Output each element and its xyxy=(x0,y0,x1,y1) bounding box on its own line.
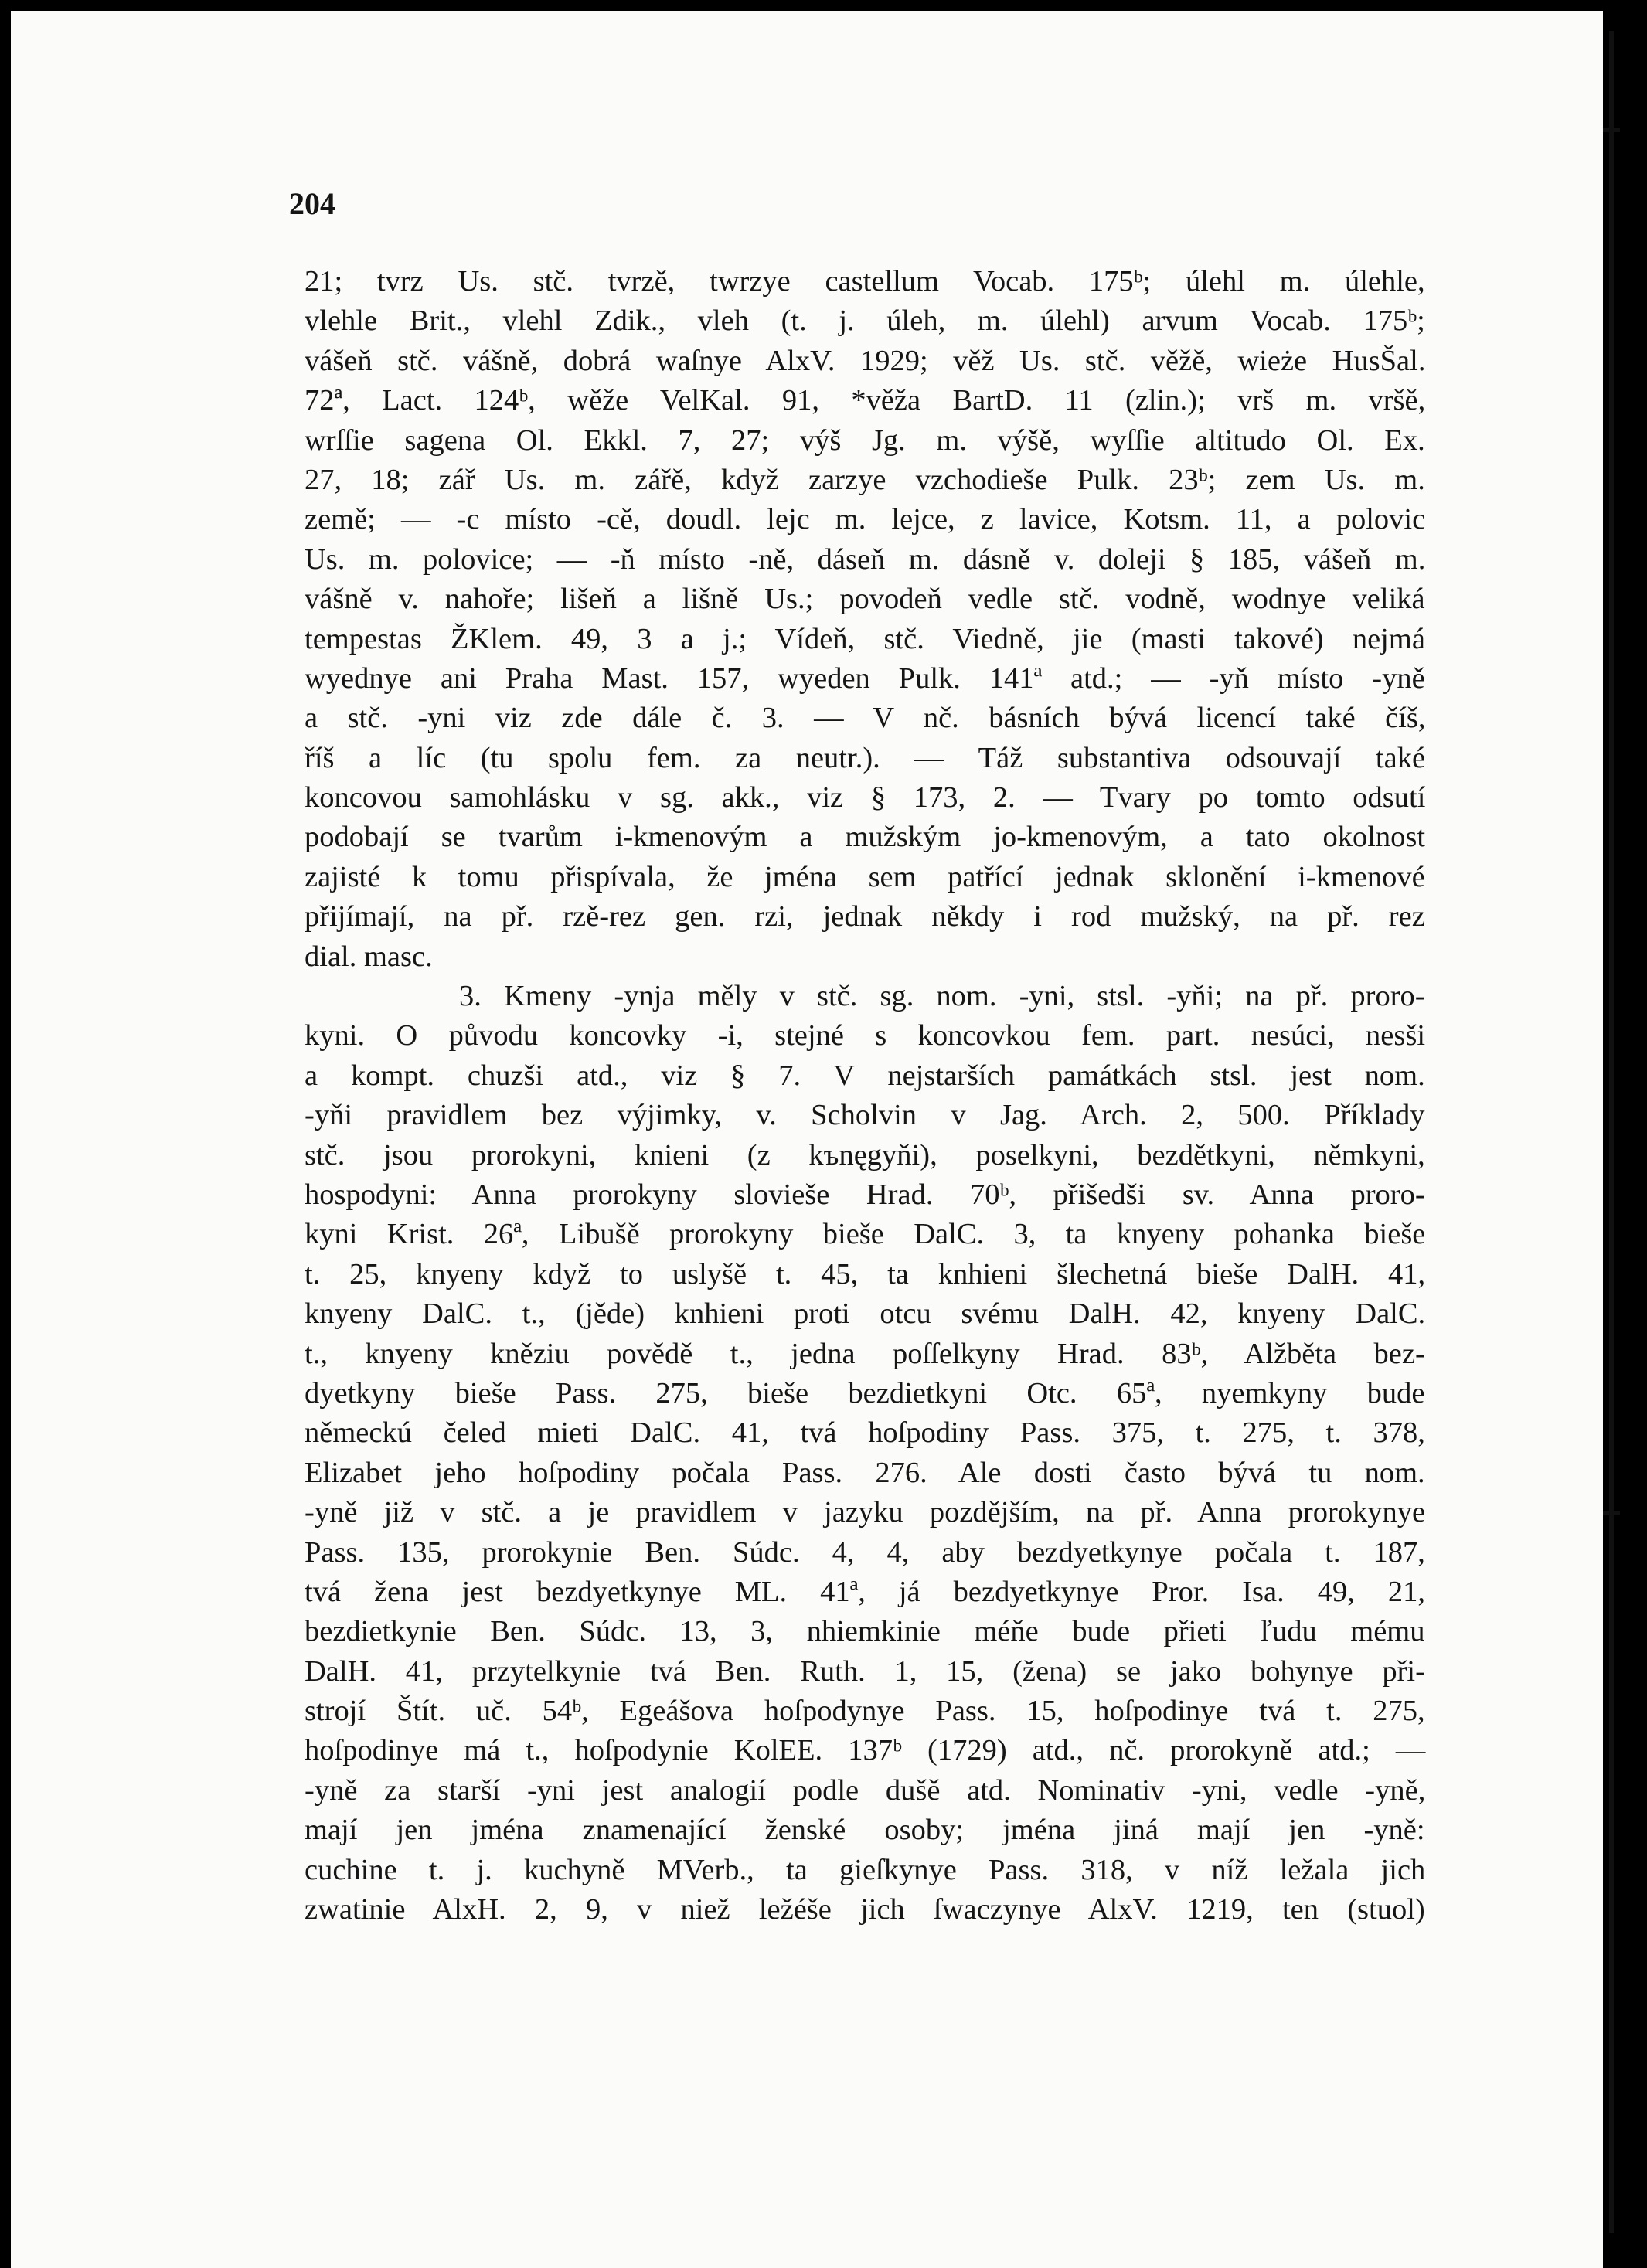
text-line: 21; tvrz Us. stč. tvrzě, twrzye castellum Vocab. 175ᵇ; úlehl m. úlehle, xyxy=(305,265,1425,298)
text-line xyxy=(305,1930,1425,1969)
text-line: -yně za starší -yni jest analogií podle dušě atd. Nominativ -yni, vedle -yně, xyxy=(305,1773,1426,1807)
text-line-indent: 3. Kmeny -ynja měly v stč. sg. nom. -yni, stsl. -yňi; na př. proro- xyxy=(459,980,1425,1013)
text-line-last: dial. masc. xyxy=(305,940,433,973)
text-line: Pass. 135, prorokynie Ben. Súdc. 4, 4, aby bezdyetkynye počala t. 187, xyxy=(305,1535,1425,1569)
page-edge-tick xyxy=(1603,128,1620,132)
text-line: mají jen jména znamenající ženské osoby; jména jiná mají jen -yně: xyxy=(305,1814,1425,1847)
text-line: dyetkyny bieše Pass. 275, bieše bezdietkyni Otc. 65ª, nyemkyny bude xyxy=(305,1376,1425,1409)
text-line: Elizabet jeho hoſpodiny počala Pass. 276. Ale dosti často bývá tu nom. xyxy=(305,1456,1425,1489)
text-line: tvá žena jest bezdyetkynye ML. 41ª, já bezdyetkynye Pror. Isa. 49, 21, xyxy=(305,1575,1425,1608)
text-line: 72ª, Lact. 124ᵇ, wěže VelKal. 91, *věža BartD. 11 (zlin.); vrš m. vršě, xyxy=(305,384,1426,417)
text-line: vlehle Brit., vlehl Zdik., vleh (t. j. úleh, m. úlehl) arvum Vocab. 175ᵇ; xyxy=(305,304,1425,338)
text-line: a kompt. chuzši atd., viz § 7. V nejstarších památkách stsl. jest nom. xyxy=(305,1059,1425,1092)
body-text xyxy=(305,262,1425,1970)
text-line: DalH. 41, przytelkynie tvá Ben. Ruth. 1, 15, (žena) se jako bohynye při- xyxy=(305,1654,1425,1688)
text-line: zajisté k tomu přispívala, že jména sem patřící jednak sklonění i-kmenové xyxy=(305,860,1425,893)
text-line: a stč. -yni viz zde dále č. 3. — V nč. básních bývá licencí také číš, xyxy=(305,702,1426,735)
text-line: wrſſie sagena Ol. Ekkl. 7, 27; výš Jg. m. výšě, wyſſie altitudo Ol. Ex. xyxy=(305,423,1425,457)
text-line: wyednye ani Praha Mast. 157, wyeden Pulk. 141ª atd.; — -yň místo -yně xyxy=(305,661,1425,695)
text-line: podobají se tvarům i-kmenovým a mužským jo-kmenovým, a tato okolnost xyxy=(305,821,1426,854)
text-line: vášně v. nahoře; lišeň a lišně Us.; povodeň vedle stč. vodně, wodnye veliká xyxy=(305,583,1425,616)
text-line: t., knyeny kněziu povědě t., jedna poſſelkyny Hrad. 83ᵇ, Alžběta bez- xyxy=(305,1337,1425,1370)
text-line: říš a líc (tu spolu fem. za neutr.). — Táž substantiva odsouvají také xyxy=(305,741,1426,774)
page-edge-tick xyxy=(1603,1511,1620,1515)
text-line: -yně již v stč. a je pravidlem v jazyku pozdějším, na př. Anna prorokynye xyxy=(305,1496,1426,1529)
text-line: cuchine t. j. kuchyně MVerb., ta gieſkynye Pass. 318, v níž ležala jich xyxy=(305,1853,1426,1886)
text-line: hoſpodinye má t., hoſpodynie KolEE. 137ᵇ (1729) atd., nč. prorokyně atd.; — xyxy=(305,1734,1426,1767)
text-line: bezdietkynie Ben. Súdc. 13, 3, nhiemkinie méňe bude přieti ľudu mému xyxy=(305,1615,1425,1648)
scanned-page xyxy=(11,11,1603,2268)
text-line: země; — -c místo -cě, doudl. lejc m. lejce, z lavice, Kotsm. 11, a polovic xyxy=(305,503,1426,536)
page-edge-line xyxy=(1609,31,1614,2233)
text-line: hospodyni: Anna prorokyny slovieše Hrad. 70ᵇ, přišedši sv. Anna proro- xyxy=(305,1178,1425,1211)
text-line: Us. m. polovice; — -ň místo -ně, dáseň m. dásně v. doleji § 185, vášeň m. xyxy=(305,542,1426,576)
text-line: -yňi pravidlem bez výjimky, v. Scholvin v Jag. Arch. 2, 500. Příklady xyxy=(305,1099,1425,1132)
text-line: strojí Štít. uč. 54ᵇ, Egeášova hoſpodynye Pass. 15, hoſpodinye tvá t. 275, xyxy=(305,1695,1425,1728)
page-number: 204 xyxy=(289,186,335,221)
text-line: tempestas ŽKlem. 49, 3 a j.; Vídeň, stč. Viedně, jie (masti takové) nejmá xyxy=(305,622,1425,655)
text-line: vášeň stč. vášně, dobrá waſnye AlxV. 1929; věž Us. stč. věžě, wieże HusŠal. xyxy=(305,344,1426,377)
text-line: 27, 18; zář Us. m. zářě, když zarzye vzchodieše Pulk. 23ᵇ; zem Us. m. xyxy=(305,463,1425,496)
text-line: německú čeled mieti DalC. 41, tvá hoſpodiny Pass. 375, t. 275, t. 378, xyxy=(305,1416,1425,1450)
text-line: zwatinie AlxH. 2, 9, v niež ležéše jich ſwaczynye AlxV. 1219, ten (stuol) xyxy=(305,1893,1425,1926)
text-line: t. 25, knyeny když to uslyšě t. 45, ta knhieni šlechetná bieše DalH. 41, xyxy=(305,1257,1426,1290)
text-line: koncovou samohlásku v sg. akk., viz § 173, 2. — Tvary po tomto odsutí xyxy=(305,781,1426,814)
text-line: knyeny DalC. t., (jěde) knhieni proti otcu svému DalH. 42, knyeny DalC. xyxy=(305,1297,1426,1331)
text-line: kyni. O původu koncovky -i, stejné s koncovkou fem. part. nesúci, nesši xyxy=(305,1019,1426,1052)
text-line: přijímají, na př. rzě-rez gen. rzi, jednak někdy i rod mužský, na př. rez xyxy=(305,900,1425,933)
text-line: stč. jsou prorokyni, knieni (z kъnęgyňi), poselkyni, bezdětkyni, němkyni, xyxy=(305,1138,1425,1171)
text-line: kyni Krist. 26ª, Libušě prorokyny bieše DalC. 3, ta knyeny pohanka bieše xyxy=(305,1218,1426,1251)
